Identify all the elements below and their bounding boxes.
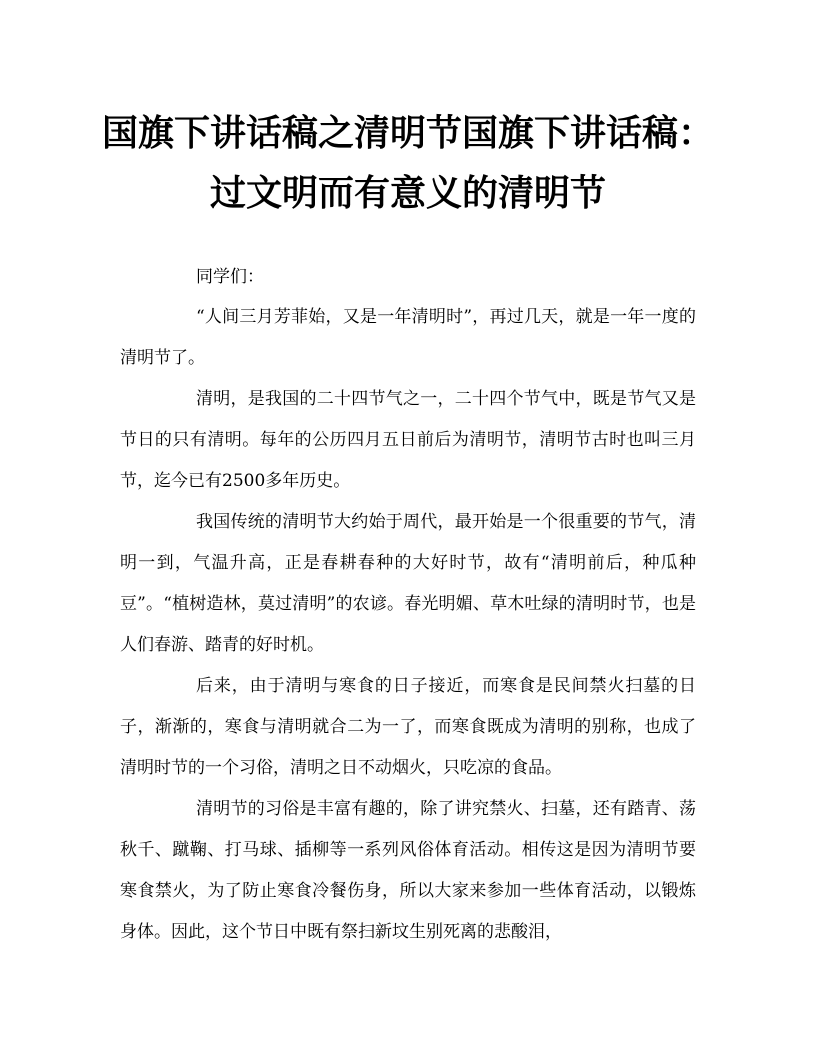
paragraph-5: 清明节的习俗是丰富有趣的，除了讲究禁火、扫墓，还有踏青、荡秋千、蹴鞠、打马球、插柳等一系列风俗体育活动。相传这是因为清明节要寒食禁火，为了防止寒食冷餐伤身，所以大家来参加一些体育活动，以锻炼身体。因此，这个节日中既有祭扫新坟生别死离的悲酸泪，	[120, 799, 696, 942]
paragraph-3: 我国传统的清明节大约始于周代，最开始是一个很重要的节气，清明一到，气温升高，正是春耕春种的大好时节，故有“清明前后，种瓜种豆”。“植树造林，莫过清明”的农谚。春光明媚、草木吐绿的清明时节，也是人们春游、踏青的好时机。	[120, 512, 696, 655]
paragraph-1: “人间三月芳菲始，又是一年清明时”，再过几天，就是一年一度的清明节了。	[120, 307, 696, 368]
greeting: 同学们：	[196, 267, 264, 287]
document-body	[120, 257, 696, 953]
document-title-line-1: 国旗下讲话稿之清明节国旗下讲话稿：	[101, 112, 714, 154]
paragraph-2: 清明，是我国的二十四节气之一，二十四个节气中，既是节气又是节日的只有清明。每年的公历四月五日前后为清明节，清明节古时也叫三月节，迄今已有2500多年历史。	[120, 389, 696, 491]
document-title-line-2: 过文明而有意义的清明节	[209, 172, 606, 214]
paragraph-4: 后来，由于清明与寒食的日子接近，而寒食是民间禁火扫墓的日子，渐渐的，寒食与清明就合二为一了，而寒食既成为清明的别称，也成了清明时节的一个习俗，清明之日不动烟火，只吃凉的食品。	[120, 676, 696, 778]
